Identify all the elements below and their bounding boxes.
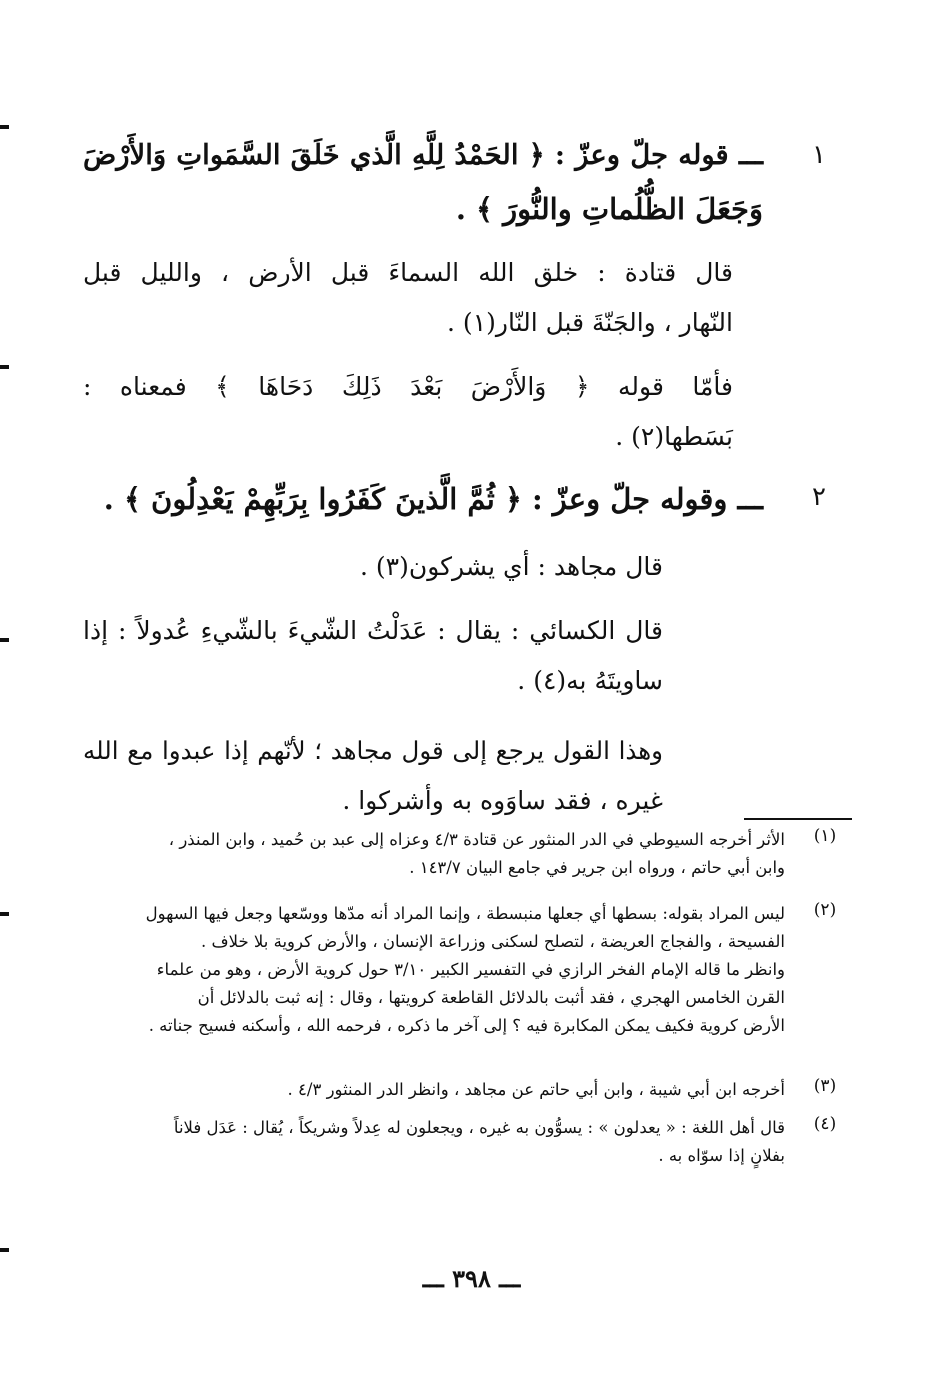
entry-number: ١ (812, 140, 826, 170)
footnote-line: القرن الخامس الهجري ، فقد أثبت بالدلائل القاطعة كرويتها ، وقال : إنه ثبت بالدلائل أن (197, 988, 785, 1007)
verse-line: وَجَعَلَ الظُّلُماتِ والنُّورَ ﴾ . (455, 192, 763, 226)
dahaha-paragraph (83, 362, 733, 462)
footnote-separator (744, 818, 852, 820)
margin-mark (0, 1248, 9, 1252)
margin-mark (0, 912, 9, 916)
page-number: ـــ ٣٩٨ ـــ (422, 1264, 521, 1293)
margin-mark (0, 638, 9, 642)
mujahid-paragraph (83, 542, 663, 592)
paragraph-line: ساويتَهُ به(٤) . (517, 666, 663, 695)
paragraph-line: النّهار ، والجَنّةَ قبل النّار(١) . (447, 308, 733, 337)
entry-number: ٢ (812, 482, 826, 512)
paragraph-line: وهذا القول يرجع إلى قول مجاهد ؛ لأنّهم إذا عبدوا مع الله (83, 736, 663, 765)
footnote-number: (٣) (813, 1076, 837, 1096)
footnote-line: وانظر ما قاله الإمام الفخر الرازي في التفسير الكبير ٣/١٠ حول كروية الأرض ، وهو من علماء (156, 960, 785, 979)
footnote-4 (85, 1114, 785, 1170)
quran-verse-1 (83, 128, 763, 236)
qatada-paragraph (83, 248, 733, 348)
paragraph-line: قال قتادة : خلق الله السماءَ قبل الأرض ، والليل قبل (83, 258, 733, 287)
paragraph-line: بَسَطها(٢) . (615, 422, 733, 451)
quran-verse-2 (83, 472, 763, 526)
margin-mark (0, 125, 9, 129)
footnote-1 (85, 826, 785, 882)
footnote-number: (٤) (813, 1114, 837, 1134)
footnote-line: وابن أبي حاتم ، ورواه ابن جرير في جامع البيان ١٤٣/٧ . (409, 858, 785, 877)
footnote-line: ليس المراد بقوله: بسطها أي جعلها منبسطة ، وإنما المراد أنه مدّها ووسّعها وجعل فيها السهول (145, 904, 785, 923)
footnote-2 (85, 900, 785, 1040)
footnote-line: قال أهل اللغة : « يعدلون » : يسوُّون به غيره ، ويجعلون له عِدلاً وشريكاً ، يُقال : عَدَل فلاناً (173, 1118, 785, 1137)
footnote-line: الأرض كروية فكيف يمكن المكابرة فيه ؟ إلى آخر ما ذكره ، فرحمه الله ، وأسكنه فسيح جناته . (148, 1016, 785, 1035)
footnote-line: الأثر أخرجه السيوطي في الدر المنثور عن قتادة ٤/٣ وعزاه إلى عبد بن حُميد ، وابن المنذر ، (168, 830, 785, 849)
footnote-number: (١) (813, 826, 837, 846)
footnote-line: أخرجه ابن أبي شيبة ، وابن أبي حاتم عن مجاهد ، وانظر الدر المنثور ٤/٣ . (287, 1080, 785, 1099)
paragraph-line: قال مجاهد : أي يشركون(٣) . (360, 552, 663, 581)
paragraph-line: فأمّا قوله ﴿ وَالأَرْضَ بَعْدَ ذَلِكَ دَحَاهَا ﴾ فمعناه : (83, 372, 733, 401)
verse-line: ـــ وقوله جلّ وعزّ : ﴿ ثُمَّ الَّذينَ كَفَرُوا بِرَبِّهِمْ يَعْدِلُونَ ﴾ . (103, 482, 763, 516)
footnote-number: (٢) (813, 900, 837, 920)
margin-mark (0, 365, 9, 369)
footnote-line: بفلانٍ إذا سوّاه به . (658, 1146, 785, 1165)
footnote-line: الفسيحة ، والفجاج العريضة ، لتصلح لسكنى وزراعة الإنسان ، والأرض كروية بلا خلاف . (201, 932, 785, 951)
hadha-paragraph (83, 726, 663, 826)
verse-line: ـــ قوله جلّ وعزّ : ﴿ الحَمْدُ لِلَّهِ الَّذي خَلَقَ السَّمَواتِ وَالأَرْضَ (83, 139, 763, 171)
paragraph-line: قال الكسائي : يقال : عَدَلْتُ الشّيءَ بالشّيءِ عُدولاً : إذا (83, 616, 663, 645)
paragraph-line: غيره ، فقد ساوَوه به وأشركوا . (342, 786, 663, 815)
kisai-paragraph (83, 606, 663, 706)
footnote-3 (85, 1076, 785, 1104)
